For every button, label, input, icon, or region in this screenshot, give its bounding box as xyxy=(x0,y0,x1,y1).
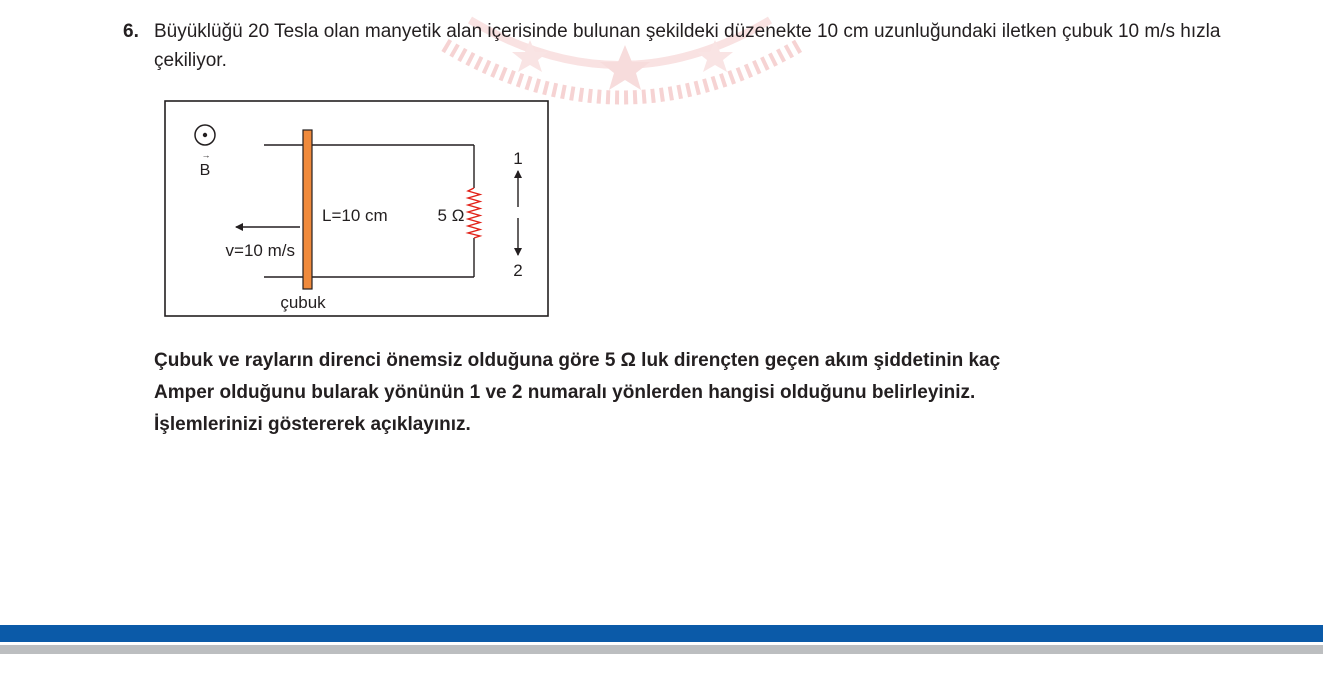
length-label: L=10 cm xyxy=(322,206,388,225)
velocity-label: v=10 m/s xyxy=(225,241,295,260)
direction-1-label: 1 xyxy=(513,149,523,168)
conducting-rod xyxy=(303,130,312,289)
footer-bar-gray xyxy=(0,645,1323,654)
circuit-figure xyxy=(164,99,550,319)
field-vector-arrow: → xyxy=(201,150,211,160)
prompt-line-2: Amper olduğunu bularak yönünün 1 ve 2 numaralı yönlerden hangisi olduğunu belirleyiniz. xyxy=(154,382,976,403)
resistor-label: 5 Ω xyxy=(437,206,465,225)
question-text: Büyüklüğü 20 Tesla olan manyetik alan içerisinde bulunan şekildeki düzenekte 10 cm uzunluğundaki iletken çubuk 10 m/s hızla çekiliyor. xyxy=(154,21,1221,71)
prompt-line-3: İşlemlerinizi göstererek açıklayınız. xyxy=(154,414,471,435)
question-6 xyxy=(123,17,1273,75)
field-dot-icon xyxy=(203,133,207,137)
direction-2-label: 2 xyxy=(513,261,523,280)
prompt-line-1: Çubuk ve rayların direnci önemsiz olduğuna göre 5 Ω luk dirençten geçen akım şiddetinin kaç xyxy=(154,350,1001,371)
question-number: 6. xyxy=(123,21,139,42)
rod-label: çubuk xyxy=(280,293,326,312)
field-label: B xyxy=(199,162,211,179)
question-prompt xyxy=(154,345,1254,441)
footer-bar-blue xyxy=(0,625,1323,642)
